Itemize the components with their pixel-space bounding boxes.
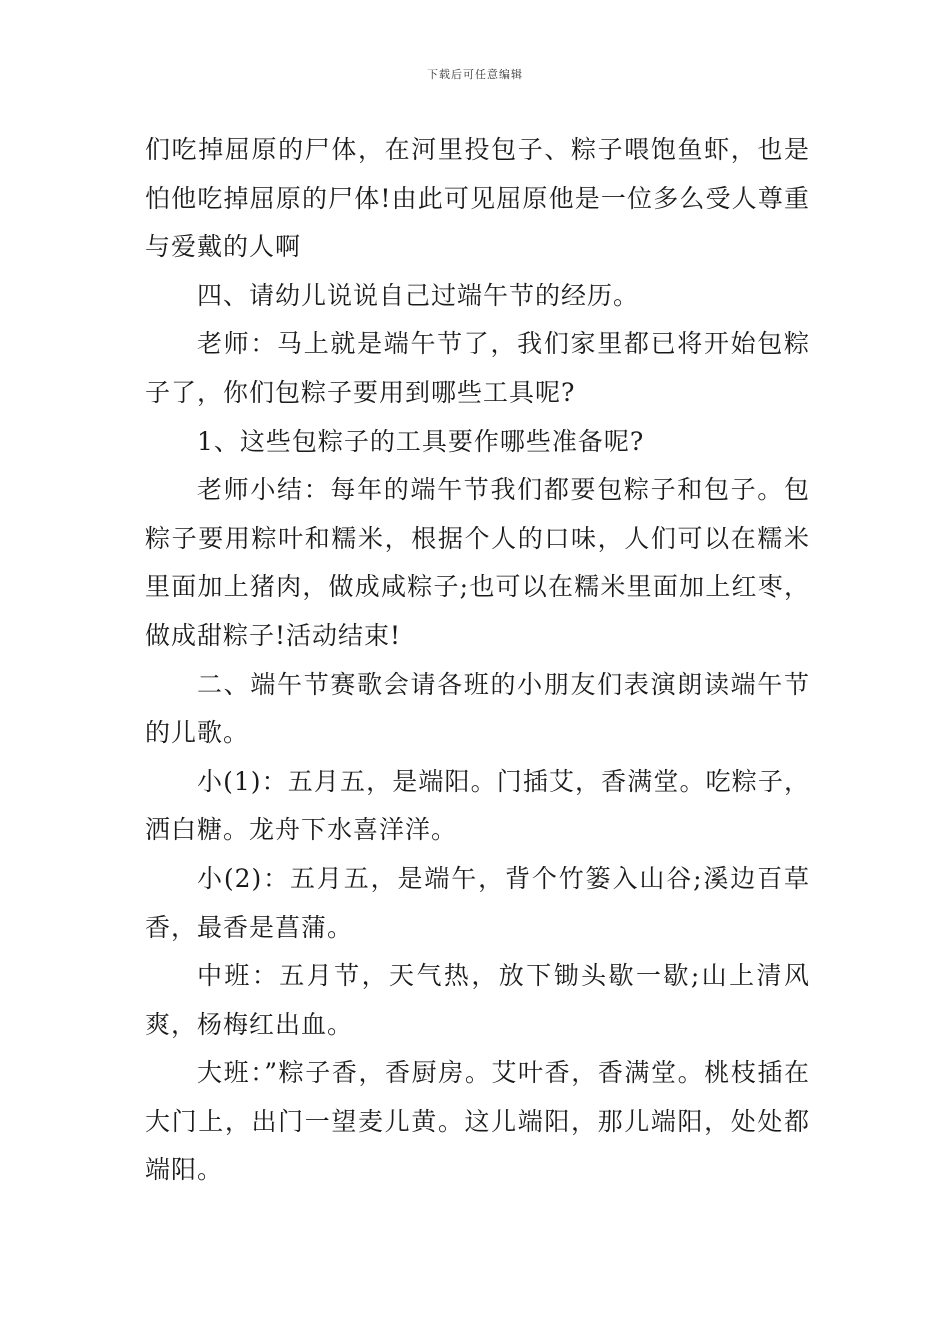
paragraph-teacher-summary: 老师小结：每年的端午节我们都要包粽子和包子。包粽子要用粽叶和糯米，根据个人的口味，人们可以在糯米里面加上猪肉，做成咸粽子;也可以在糯米里面加上红枣，做成甜粽子!活动结束!: [145, 475, 810, 650]
paragraph-middle-class: 中班：五月节，天气热，放下锄头歇一歇;山上清风爽，杨梅红出血。: [145, 961, 810, 1039]
document-body: [145, 126, 810, 1195]
paragraph-large-class: 大班：”粽子香，香厨房。艾叶香，香满堂。桃枝插在大门上，出门一望麦儿黄。这儿端阳，那儿端阳，处处都端阳。: [145, 1058, 810, 1185]
paragraph-small-class-1: 小(1)：五月五，是端阳。门插艾，香满堂。吃粽子，洒白糖。龙舟下水喜洋洋。: [145, 766, 810, 845]
page-header: 下载后可任意编辑: [427, 68, 523, 81]
paragraph-continuation: 们吃掉屈原的尸体，在河里投包子、粽子喂饱鱼虾，也是怕他吃掉屈原的尸体!由此可见屈原他是一位多么受人尊重与爱戴的人啊: [145, 135, 810, 262]
paragraph-item-one: 1、这些包粽子的工具要作哪些准备呢?: [197, 426, 645, 456]
paragraph-section-two: 二、端午节赛歌会请各班的小朋友们表演朗读端午节的儿歌。: [145, 669, 810, 748]
paragraph-teacher-question: 老师：马上就是端午节了，我们家里都已将开始包粽子了，你们包粽子要用到哪些工具呢?: [145, 329, 810, 407]
paragraph-section-four: 四、请幼儿说说自己过端午节的经历。: [197, 280, 640, 310]
paragraph-small-class-2: 小(2)：五月五，是端午，背个竹篓入山谷;溪边百草香，最香是菖蒲。: [145, 863, 810, 942]
